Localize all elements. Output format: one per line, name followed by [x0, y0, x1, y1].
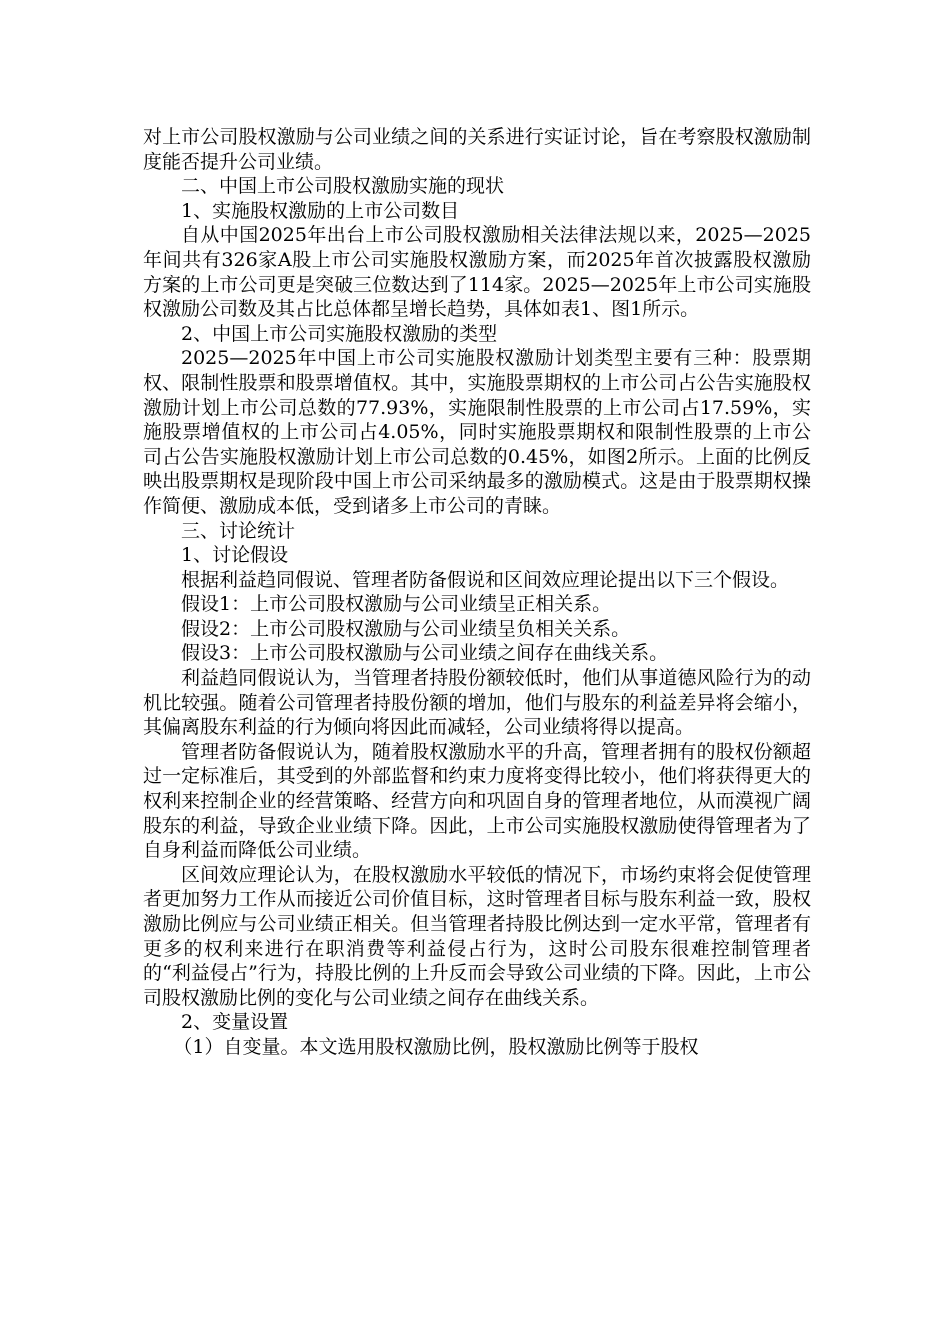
hypothesis-3: 假设3：上市公司股权激励与公司业绩之间存在曲线关系。	[181, 642, 669, 665]
paragraph-interval-effect: 区间效应理论认为，在股权激励水平较低的情况下，市场约束将会促使管理者更加努力工作从而接近公司价值目标，这时管理者目标与股东利益一致，股权激励比例应与公司业绩正相关。但当管理者持股比例达到一定水平常，管理者有更多的权利来进行在职消费等利益侵占行为，这时公司股东很难控制管理者的“利益侵占”行为，持股比例的上升反而会导致公司业绩的下降。因此，上市公司股权激励比例的变化与公司业绩之间存在曲线关系。	[143, 863, 811, 1009]
section-heading-2: 二、中国上市公司股权激励实施的现状	[181, 175, 505, 198]
subsection-heading-3-1: 1、讨论假设	[181, 544, 289, 567]
paragraph-company-count: 自从中国2025年出台上市公司股权激励相关法律法规以来，2025—2025年间共有326家A股上市公司实施股权激励方案，而2025年首次披露股权激励方案的上市公司更是突破三位数达到了114家。2025—2025年上市公司实施股权激励公司数及其占比总体都呈增长趋势，具体如表1、图1所示。	[143, 224, 811, 321]
hypothesis-1: 假设1：上市公司股权激励与公司业绩呈正相关系。	[181, 593, 612, 616]
section-heading-3: 三、讨论统计	[181, 519, 296, 542]
paragraph-incentive-types: 2025—2025年中国上市公司实施股权激励计划类型主要有三种：股票期权、限制性股票和股票增值权。其中，实施股票期权的上市公司占公告实施股权激励计划上市公司总数的77.93%，实施限制性股票的上市公司占17.59%，实施股票增值权的上市公司占4.05%，同时实施股票期权和限制性股票的上市公司占公告实施股权激励计划上市公司总数的0.45%，如图2所示。上面的比例反映出股票期权是现阶段中国上市公司采纳最多的激励模式。这是由于股票期权操作简便、激励成本低，受到诸多上市公司的青睐。	[143, 347, 811, 517]
paragraph-independent-variable: （1）自变量。本文选用股权激励比例，股权激励比例等于股权	[173, 1035, 699, 1058]
subsection-heading-2-1: 1、实施股权激励的上市公司数目	[181, 199, 460, 222]
paragraph-entrenchment: 管理者防备假说认为，随着股权激励水平的升高，管理者拥有的股权份额超过一定标准后，其受到的外部监督和约束力度将变得比较小，他们将获得更大的权利来控制企业的经营策略、经营方向和巩固自身的管理者地位，从而漠视广阔股东的利益，导致企业业绩下降。因此，上市公司实施股权激励使得管理者为了自身利益而降低公司业绩。	[143, 740, 811, 862]
document-body	[143, 125, 811, 1060]
paragraph-hypotheses-intro: 根据利益趋同假说、管理者防备假说和区间效应理论提出以下三个假设。	[181, 568, 790, 591]
subsection-heading-3-2: 2、变量设置	[181, 1011, 289, 1034]
hypothesis-2: 假设2：上市公司股权激励与公司业绩呈负相关关系。	[181, 617, 631, 640]
paragraph-intro: 对上市公司股权激励与公司业绩之间的关系进行实证讨论，旨在考察股权激励制度能否提升公司业绩。	[143, 126, 811, 173]
paragraph-convergence: 利益趋同假说认为，当管理者持股份额较低时，他们从事道德风险行为的动机比较强。随着公司管理者持股份额的增加，他们与股东的利益差异将会缩小，其偏离股东利益的行为倾向将因此而减轻，公司业绩将得以提高。	[143, 667, 811, 739]
subsection-heading-2-2: 2、中国上市公司实施股权激励的类型	[181, 322, 498, 345]
